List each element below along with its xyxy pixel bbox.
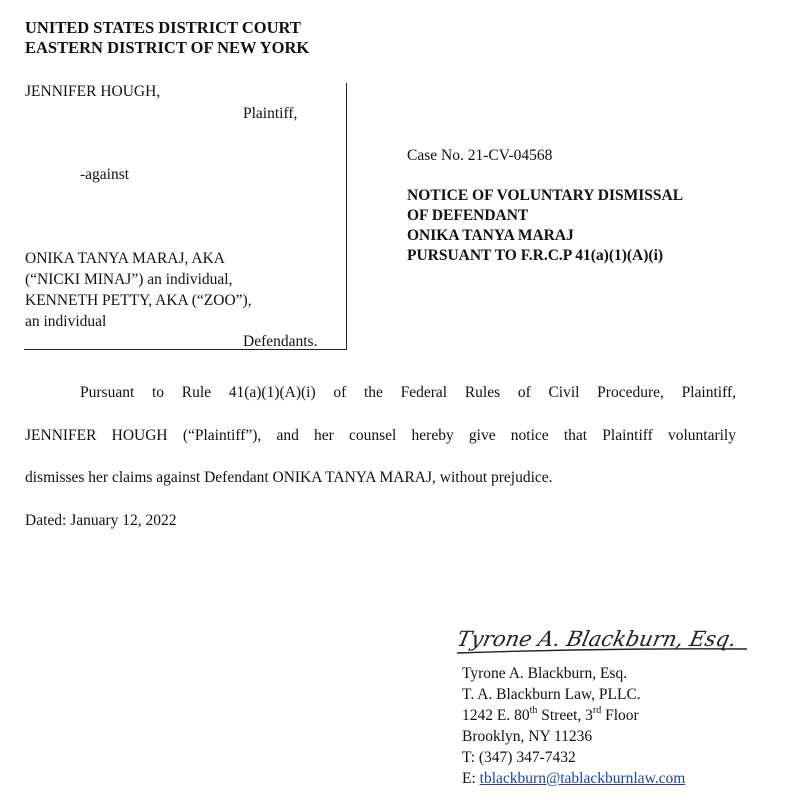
plaintiff-name: JENNIFER HOUGH, [25,83,161,100]
body-line: Pursuant to Rule 41(a)(1)(A)(i) of the Federal Rules of Civil Procedure, Plaintiff, [80,384,736,401]
city-state-zip: Brooklyn, NY 11236 [462,728,593,745]
defendant-line: ONIKA TANYA MARAJ, AKA [25,250,225,267]
street-address: 1242 E. 80th Street, 3rd Floor [462,704,639,724]
notice-title: PURSUANT TO F.R.C.P 41(a)(1)(A)(i) [407,247,664,264]
signature-text: Tyrone A. Blackburn, Esq. [455,627,739,652]
body-line: JENNIFER HOUGH (“Plaintiff”), and her counsel hereby give notice that Plaintiff voluntarily [25,427,736,444]
notice-title: NOTICE OF VOLUNTARY DISMISSAL [407,187,684,204]
email-line: E: tblackburn@tablackburnlaw.com [462,770,686,787]
defendant-line: (“NICKI MINAJ”) an individual, [25,271,233,288]
plaintiff-role: Plaintiff, [243,105,298,122]
signature-image [455,622,760,662]
versus-label: -against [80,166,130,183]
dated-line: Dated: January 12, 2022 [25,512,177,529]
signer-name: Tyrone A. Blackburn, Esq. [462,665,628,682]
body-line: dismisses her claims against Defendant ONIKA TANYA MARAJ, without prejudice. [25,469,553,486]
notice-title: ONIKA TANYA MARAJ [407,227,574,244]
email-link[interactable]: tblackburn@tablackburnlaw.com [479,770,686,787]
defendants-role: Defendants. [243,333,318,350]
firm-name: T. A. Blackburn Law, PLLC. [462,686,641,703]
defendant-line: an individual [25,313,107,330]
court-district: EASTERN DISTRICT OF NEW YORK [25,38,310,57]
notice-title: OF DEFENDANT [407,207,529,224]
defendant-line: KENNETH PETTY, AKA (“ZOO”), [25,292,252,309]
court-name: UNITED STATES DISTRICT COURT [25,18,301,37]
case-number: Case No. 21-CV-04568 [407,147,553,164]
phone-number: T: (347) 347-7432 [462,749,576,766]
